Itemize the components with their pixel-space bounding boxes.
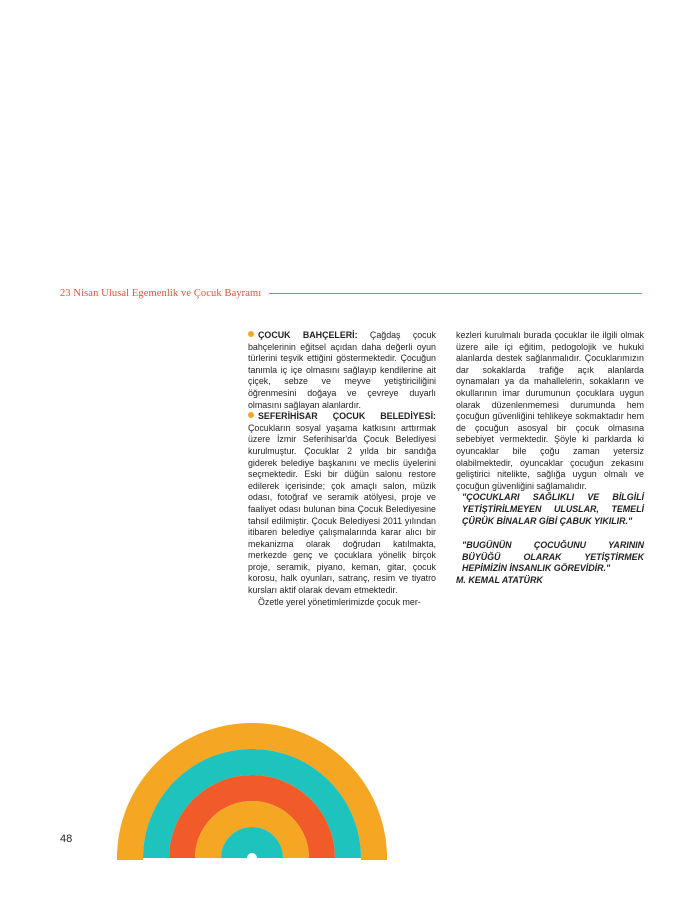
paragraph-seferihisar — [248, 411, 436, 597]
rainbow-illustration — [112, 700, 392, 860]
quote-attribution: M. KEMAL ATATÜRK — [456, 574, 543, 585]
paragraph-body: Çağdaş çocuk bahçelerinin eğitsel açıdan daha değerli oyun türlerini teşvik ettiğini göstermektedir. Çocuğun tanımla iç içe olmasını sağlayıp kendilerine ait çiçek, sebze ve meyve yetiştiriciliğini öğrenmesini doğaya ve çevreye duyarlı olmasını sağlayan alanlardır. — [248, 330, 436, 410]
running-header — [60, 286, 642, 300]
header-divider — [269, 293, 642, 294]
quote-one: "ÇOCUKLARI SAĞLIKLI VE BİLGİLİ YETİŞTİRİLMEYEN ULUSLAR, TEMELİ ÇÜRÜK BİNALAR GİBİ ÇABUK YIKILIR." — [462, 492, 644, 526]
bullet-icon — [248, 412, 254, 418]
right-column — [456, 330, 644, 608]
left-column — [248, 330, 436, 608]
paragraph-ozetle: Özetle yerel yönetimlerimizde çocuk mer- — [258, 596, 421, 607]
running-header-title: 23 Nisan Ulusal Egemenlik ve Çocuk Bayramı — [60, 287, 262, 299]
paragraph-cocuk-bahceleri — [248, 330, 436, 411]
paragraph-kezleri: kezleri kurulmalı burada çocuklar ile ilgili olmak üzere aile içi eğitim, pedogolojik ve hukuki alanlarda destek sağlanmalıdır. Çocuklarımızın dar sokaklarda trafiğe açık alanlarda oynamaları ya da mahallelerin, sokakların ve okullarının imar durumunun çocuklara uygun olarak düzenlenmemesi durumunda hem çocuğun güvenliğini tehlikeye sokmaktadır hem de çocuğun asosyal bir çocuk olmasına sebebiyet vermektedir. Şöyle ki parklarda ki oyuncaklar bile çoğu zaman yetersiz olabilmektedir, oyuncaklar çocuğun zekasını geliştirici nitelikte, sağlığa uygun olmalı ve çocuğun güvenliğini sağlamalıdır. — [456, 330, 644, 491]
quote-two: "BUGÜNÜN ÇOCUĞUNU YARININ BÜYÜĞÜ OLARAK YETİŞTİRMEK HEPİMİZİN İNSANLIK GÖREVİDİR." — [462, 540, 644, 574]
paragraph-body: Çocukların sosyal yaşama katkısını arttırmak üzere İzmir Seferihisar'da Çocuk Belediyesi kurulmuştur. Çocuklar 2 yılda bir sandığa giderek belediye başkanını ve meclis üyelerini seçmektedir. Eski bir düğün salonu restore edilerek içerisinde; çok amaçlı salon, müzik odası, fotoğraf ve seramik atölyesi, proje ve faaliyet odası bulunan bina Çocuk Belediyesine tahsil edilmiştir. Çocuk Belediyesi 2011 yılından itibaren belediye çalışmalarında karar alıcı bir mekanizma olarak doğrudan katılmakta, merkezde genç ve çocuklara yönelik birçok proje, seramik, piyano, keman, gitar, çocuk korosu, halk oyunları, satranç, resim ve tiyatro kursları aktif olarak devam etmektedir. — [248, 422, 436, 596]
bullet-icon — [248, 331, 254, 337]
body-columns — [248, 330, 644, 608]
paragraph-lead: ÇOCUK BAHÇELERİ: — [258, 330, 358, 340]
page-number: 48 — [60, 833, 73, 845]
paragraph-lead: SEFERİHİSAR ÇOCUK BELEDİYESİ: — [258, 411, 436, 422]
